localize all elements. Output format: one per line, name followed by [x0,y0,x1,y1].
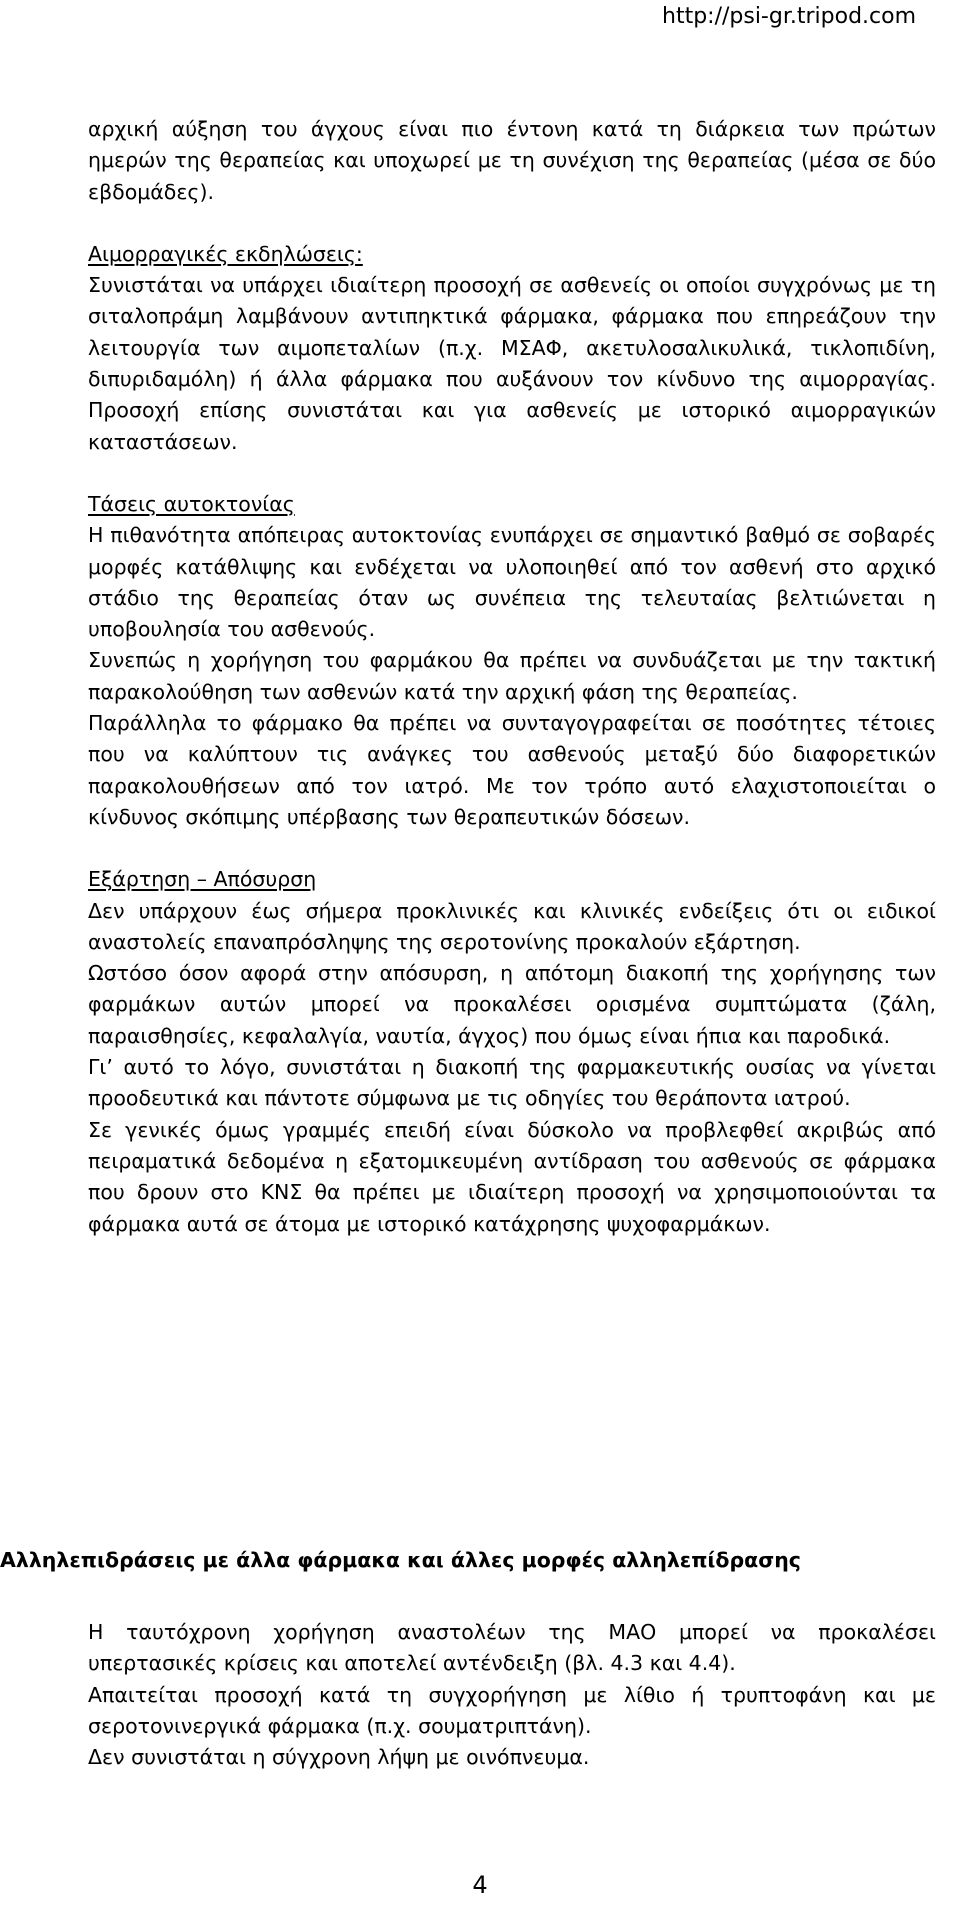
section-heading-bleeding: Αιμορραγικές εκδηλώσεις: [88,241,363,266]
page-number: 4 [472,1871,488,1899]
spacer [88,208,936,239]
suicide-paragraph-2: Συνεπώς η χορήγηση του φαρμάκου θα πρέπει να συνδυάζεται με την τακτική παρακολούθηση των ασθενών κατά την αρχική φάση της θεραπείας. [88,648,936,704]
spacer [88,833,936,864]
intro-paragraph: αρχική αύξηση του άγχους είναι πιο έντονη κατά τη διάρκεια των πρώτων ημερών της θεραπείας και υποχωρεί με τη συνέχιση της θεραπείας (μέσα σε δύο εβδομάδες). [88,117,936,204]
dependence-paragraph-2: Ωστόσο όσον αφορά στην απόσυρση, η απότομη διακοπή της χορήγησης των φαρμάκων αυτών μπορεί να προκαλέσει ορισμένα συμπτώματα (ζάλη, παραισθησίες, κεφαλαλγία, ναυτία, άγχος) που όμως είναι ήπια και παροδικά. [88,961,936,1048]
interactions-section [0,1545,950,1770]
interactions-paragraph-3: Δεν συνιστάται η σύγχρονη λήψη με οινόπνευμα. [88,1745,590,1770]
interactions-paragraph-2: Απαιτείται προσοχή κατά τη συγχορήγηση με λίθιο ή τρυπτοφάνη και με σεροτονινεργικά φάρμακα (π.χ. σουματριπτάνη). [88,1682,936,1738]
interactions-body [88,1617,936,1773]
section-heading-dependence: Εξάρτηση – Απόσυρση [88,867,317,892]
dependence-paragraph-1: Δεν υπάρχουν έως σήμερα προκλινικές και κλινικές ενδείξεις ότι οι ειδικοί αναστολείς επαναπρόσληψης της σεροτονίνης προκαλούν εξάρτηση. [88,898,936,954]
page-url-header: http://psi-gr.tripod.com [662,4,917,29]
suicide-paragraph-3: Παράλληλα το φάρμακο θα πρέπει να συνταγογραφείται σε ποσότητες τέτοιες που να καλύπτουν τις ανάγκες του ασθενούς μεταξύ δύο διαφορετικών παρακολουθήσεων από τον ιατρό. Με τον τρόπο αυτό ελαχιστοποιείται ο κίνδυνος σκόπιμης υπέρβασης των θεραπευτικών δόσεων. [88,711,936,829]
bleeding-paragraph: Συνιστάται να υπάρχει ιδιαίτερη προσοχή σε ασθενείς οι οποίοι συγχρόνως με τη σιταλοπράμη λαμβάνουν αντιπηκτικά φάρμακα, φάρμακα που επηρεάζουν την λειτουργία των αιμοπεταλίων (π.χ. ΜΣΑΦ, ακετυλοσαλικυλικά, τικλοπιδίνη, διπυριδαμόλη) ή άλλα φάρμακα που αυξάνουν τον κίνδυνο της αιμορραγίας. Προσοχή επίσης συνιστάται και για ασθενείς με ιστορικό αιμορραγικών καταστάσεων. [88,273,936,454]
interactions-title: Αλληλεπιδράσεις με άλλα φάρμακα και άλλες μορφές αλληλεπίδρασης [0,1548,801,1572]
dependence-paragraph-3: Γι’ αυτό το λόγο, συνιστάται η διακοπή της φαρμακευτικής ουσίας να γίνεται προοδευτικά και πάντοτε σύμφωνα με τις οδηγίες του θεράποντα ιατρού. [88,1055,936,1111]
section-heading-suicide: Τάσεις αυτοκτονίας [88,491,295,516]
spacer [88,458,936,489]
interactions-paragraph-1: Η ταυτόχρονη χορήγηση αναστολέων της ΜΑΟ μπορεί να προκαλέσει υπερτασικές κρίσεις και αποτελεί αντένδειξη (βλ. 4.3 και 4.4). [88,1620,936,1676]
main-content [88,114,936,1240]
dependence-paragraph-4: Σε γενικές όμως γραμμές επειδή είναι δύσκολο να προβλεφθεί ακριβώς από πειραματικά δεδομένα η εξατομικευμένη αντίδραση του ασθενούς σε φάρμακα που δρουν στο ΚΝΣ θα πρέπει με ιδιαίτερη προσοχή να χρησιμοποιούνται τα φάρμακα αυτά σε άτομα με ιστορικό κατάχρησης ψυχοφαρμάκων. [88,1117,936,1236]
suicide-paragraph-1: Η πιθανότητα απόπειρας αυτοκτονίας ενυπάρχει σε σημαντικό βαθμό σε σοβαρές μορφές κατάθλιψης και ενδέχεται να υλοποιηθεί από τον ασθενή στο αρχικό στάδιο της θεραπείας όταν ως συνέπεια της τελευταίας βελτιώνεται η υποβουλησία του ασθενούς. [88,523,936,642]
